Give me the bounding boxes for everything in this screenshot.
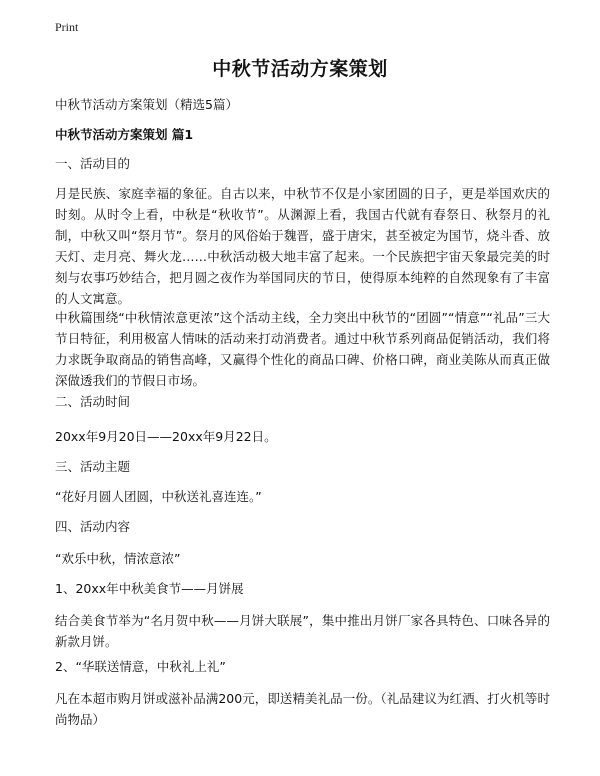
paragraph-content-slogan: “欢乐中秋，情浓意浓” bbox=[55, 551, 181, 566]
section-heading: 中秋节活动方案策划 篇1 bbox=[55, 127, 194, 142]
document-subtitle: 中秋节活动方案策划（精选5篇） bbox=[55, 97, 238, 112]
heading-mooncake-expo: 1、20xx年中秋美食节——月饼展 bbox=[55, 581, 244, 596]
heading-content: 四、活动内容 bbox=[55, 519, 131, 534]
heading-gift-event: 2、“华联送情意，中秋礼上礼” bbox=[55, 659, 226, 674]
print-link[interactable]: Print bbox=[55, 20, 79, 34]
paragraph-time: 20xx年9月20日——20xx年9月22日。 bbox=[55, 429, 277, 444]
heading-purpose: 一、活动目的 bbox=[55, 156, 131, 171]
heading-time: 二、活动时间 bbox=[55, 394, 131, 409]
paragraph-theme: “花好月圆人团圆，中秋送礼喜连连。” bbox=[55, 489, 262, 504]
document-title: 中秋节活动方案策划 bbox=[212, 58, 388, 80]
heading-theme: 三、活动主题 bbox=[55, 459, 131, 474]
paragraph-gift-event: 凡在本超市购月饼或滋补品满200元，即送精美礼品一份。（礼品建议为红酒、打火机等时尚物品） bbox=[55, 691, 550, 727]
paragraph-theme-line: 中秋篇围绕“中秋情浓意更浓”这个活动主线，全力突出中秋节的“团圆”“情意”“礼品”三大节日特征，利用极富人情味的活动来打动消费者。通过中秋节系列商品促销活动，我们将力求既争取商品的销售高峰，又赢得个性化的商品口碑、价格口碑，商业美陈从而真正做深做透我们的节假日市场。 bbox=[55, 310, 550, 388]
paragraph-mooncake-expo: 结合美食节举为“名月贺中秋——月饼大联展”，集中推出月饼厂家各具特色、口味各异的新款月饼。 bbox=[55, 613, 550, 649]
paragraph-purpose: 月是民族、家庭幸福的象征。自古以来，中秋节不仅是小家团圆的日子，更是举国欢庆的时刻。从时令上看，中秋是“秋收节”。从渊源上看，我国古代就有春祭日、秋祭月的礼制，中秋又叫“祭月节”。祭月的风俗始于魏晋，盛于唐宋，甚至被定为国节，烧斗香、放天灯、走月亮、舞火龙……中秋活动极大地丰富了起来。一个民族把宇宙天象最完美的时刻与农事巧妙结合，把月圆之夜作为举国同庆的节日，使得原本纯粹的自然现象有了丰富的人文寓意。 bbox=[55, 186, 550, 306]
